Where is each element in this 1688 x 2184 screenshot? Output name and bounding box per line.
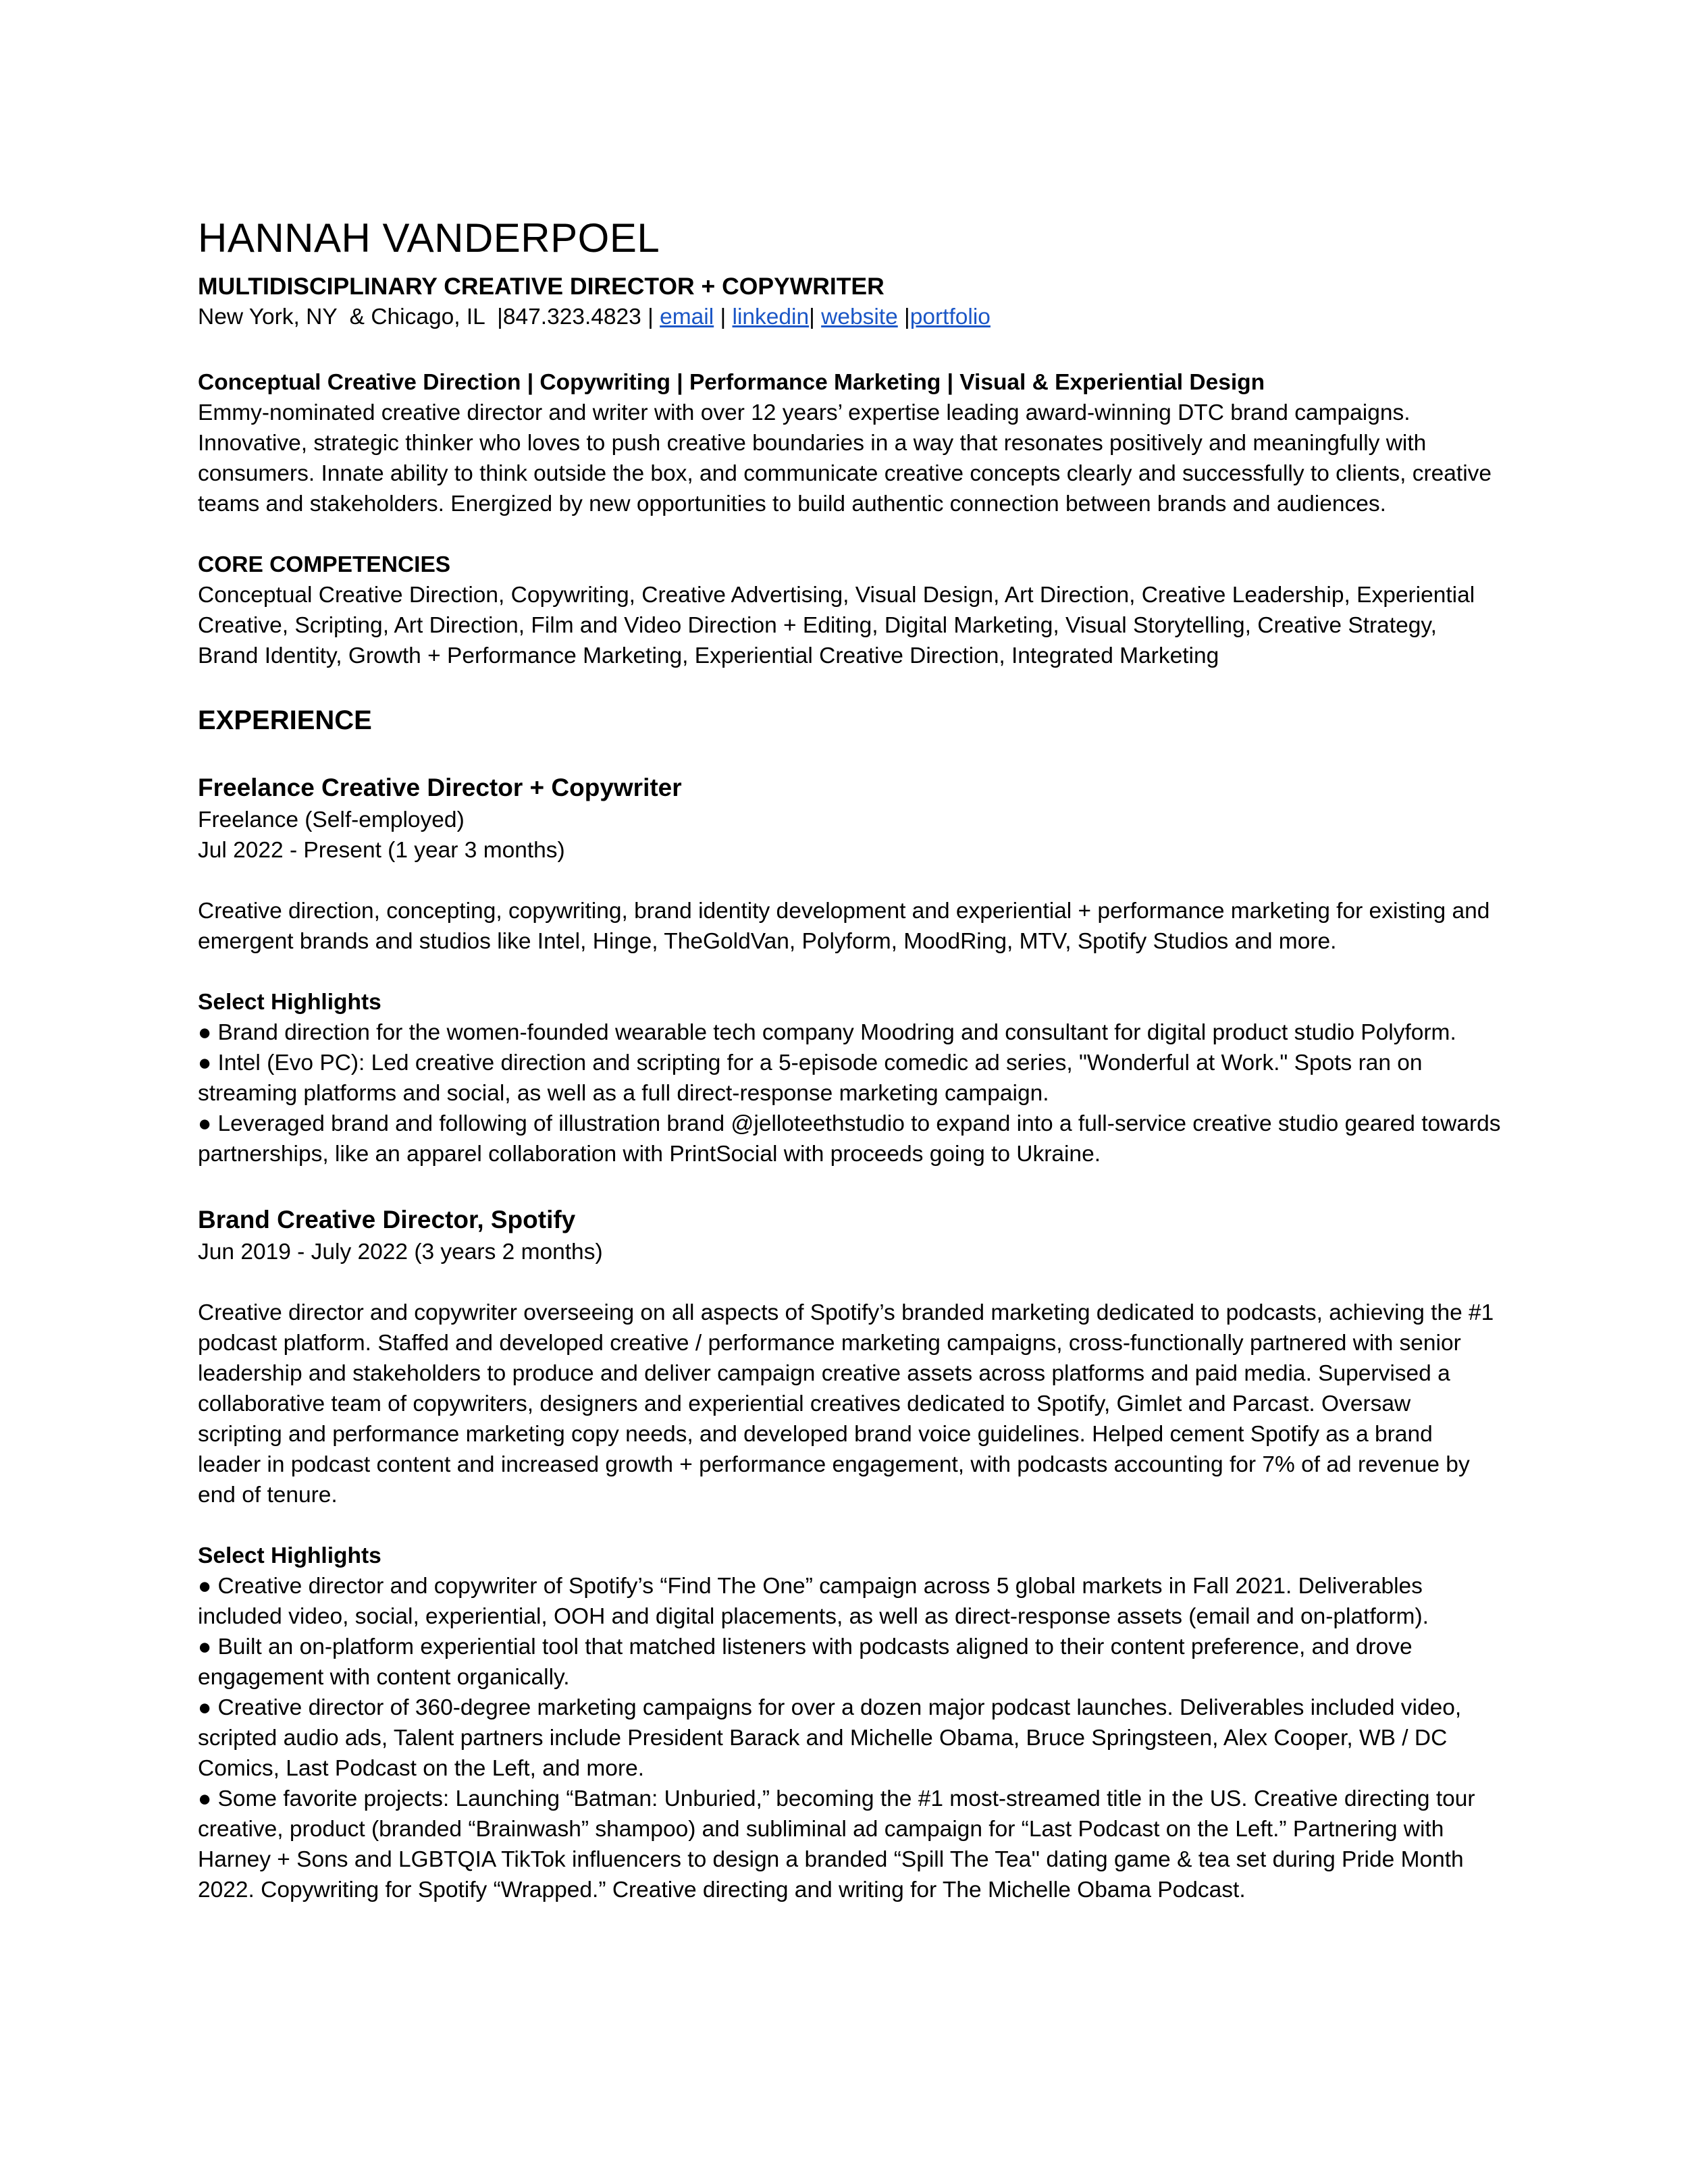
website-link[interactable]: website bbox=[821, 304, 898, 329]
summary-heading: Conceptual Creative Direction | Copywriting | Performance Marketing | Visual & Experiential Design bbox=[198, 370, 1265, 395]
portfolio-link[interactable]: portfolio bbox=[909, 304, 991, 329]
contact-line bbox=[198, 302, 1501, 332]
job-title: Freelance Creative Director + Copywriter bbox=[198, 774, 682, 801]
highlights-heading: Select Highlights bbox=[198, 1543, 381, 1568]
separator: | bbox=[897, 304, 910, 329]
highlight-item: ● Leveraged brand and following of illustration brand @jelloteethstudio to expand into a full-service creative studio geared towards partnerships, like an apparel collaboration with PrintSocial with proceeds going to Ukraine. bbox=[198, 1111, 1501, 1167]
highlight-item: ● Built an on-platform experiential tool that matched listeners with podcasts aligned to their content preference, and drove engagement with content organically. bbox=[198, 1634, 1413, 1690]
highlight-item: ● Some favorite projects: Launching “Batman: Unburied,” becoming the #1 most-streamed title in the US. Creative directing tour creative, product (branded “Brainwash” shampoo) and subliminal ad campaign for “Last Podcast on the Left.” Partnering with Harney + Sons and LGBTQIA TikTok influencers to design a branded “Spill The Tea'' dating game & tea set during Pride Month 2022. Copywriting for Spotify “Wrapped.” Creative directing and writing for The Michelle Obama Podcast. bbox=[198, 1786, 1475, 1902]
experience-heading: EXPERIENCE bbox=[198, 705, 372, 735]
job-company: Freelance (Self-employed) bbox=[198, 807, 465, 832]
job-description: Creative director and copywriter overseeing on all aspects of Spotify’s branded marketing dedicated to podcasts, achieving the #1 podcast platform. Staffed and developed creative / performance marketing campaigns, cross-functionally partnered with senior leadership and stakeholders to produce and deliver campaign creative assets across platforms and paid media. Supervised a collaborative team of copywriters, designers and experiential creatives dedicated to Spotify, Gimlet and Parcast. Oversaw scripting and performance marketing copy needs, and developed brand voice guidelines. Helped cement Spotify as a brand leader in podcast content and increased growth + performance engagement, with podcasts accounting for 7% of ad revenue by end of tenure. bbox=[198, 1300, 1494, 1508]
candidate-name: HANNAH VANDERPOEL bbox=[198, 215, 660, 261]
job-title: Brand Creative Director, Spotify bbox=[198, 1206, 576, 1233]
highlight-item: ● Intel (Evo PC): Led creative direction and scripting for a 5-episode comedic ad series, "Wonderful at Work." Spots ran on streaming platforms and social, as well as a full direct-response marketing campaign. bbox=[198, 1050, 1423, 1106]
summary-text: Emmy-nominated creative director and writer with over 12 years’ expertise leading award-winning DTC brand campaigns. Innovative, strategic thinker who loves to push creative boundaries in a way that resonates positively and meaningfully with consumers. Innate ability to think outside the box, and communicate creative concepts clearly and successfully to clients, creative teams and stakeholders. Energized by new opportunities to build authentic connection between brands and audiences. bbox=[198, 400, 1492, 516]
location-phone: New York, NY & Chicago, IL |847.323.4823 | bbox=[198, 304, 660, 329]
competencies-text: Conceptual Creative Direction, Copywriting, Creative Advertising, Visual Design, Art Direction, Creative Leadership, Experiential Creative, Scripting, Art Direction, Film and Video Direction + Editing, Digital Marketing, Visual Storytelling, Creative Strategy, Brand Identity, Growth + Performance Marketing, Experiential Creative Direction, Integrated Marketing bbox=[198, 583, 1475, 668]
highlight-item: ● Brand direction for the women-founded wearable tech company Moodring and consultant for digital product studio Polyform. bbox=[198, 1020, 1456, 1045]
job-dates: Jun 2019 - July 2022 (3 years 2 months) bbox=[198, 1240, 603, 1264]
competencies-heading: CORE COMPETENCIES bbox=[198, 552, 451, 577]
separator: | bbox=[714, 304, 733, 329]
highlights-heading: Select Highlights bbox=[198, 990, 381, 1015]
highlight-item: ● Creative director of 360-degree marketing campaigns for over a dozen major podcast launches. Deliverables included video, scripted audio ads, Talent partners include President Barack and Michelle Obama, Bruce Springsteen, Alex Cooper, WB / DC Comics, Last Podcast on the Left, and more. bbox=[198, 1695, 1462, 1781]
separator: | bbox=[809, 304, 822, 329]
highlight-item: ● Creative director and copywriter of Spotify’s “Find The One” campaign across 5 global markets in Fall 2021. Deliverables included video, social, experiential, OOH and digital placements, as well as direct-response assets (email and on-platform). bbox=[198, 1574, 1429, 1629]
job-description: Creative direction, concepting, copywriting, brand identity development and experiential + performance marketing for existing and emergent brands and studios like Intel, Hinge, TheGoldVan, Polyform, MoodRing, MTV, Spotify Studios and more. bbox=[198, 899, 1490, 954]
linkedin-link[interactable]: linkedin bbox=[732, 304, 810, 329]
job-dates: Jul 2022 - Present (1 year 3 months) bbox=[198, 838, 565, 863]
email-link[interactable]: email bbox=[660, 304, 714, 329]
candidate-title: MULTIDISCIPLINARY CREATIVE DIRECTOR + COPYWRITER bbox=[198, 273, 885, 300]
resume-page bbox=[198, 215, 1501, 1905]
